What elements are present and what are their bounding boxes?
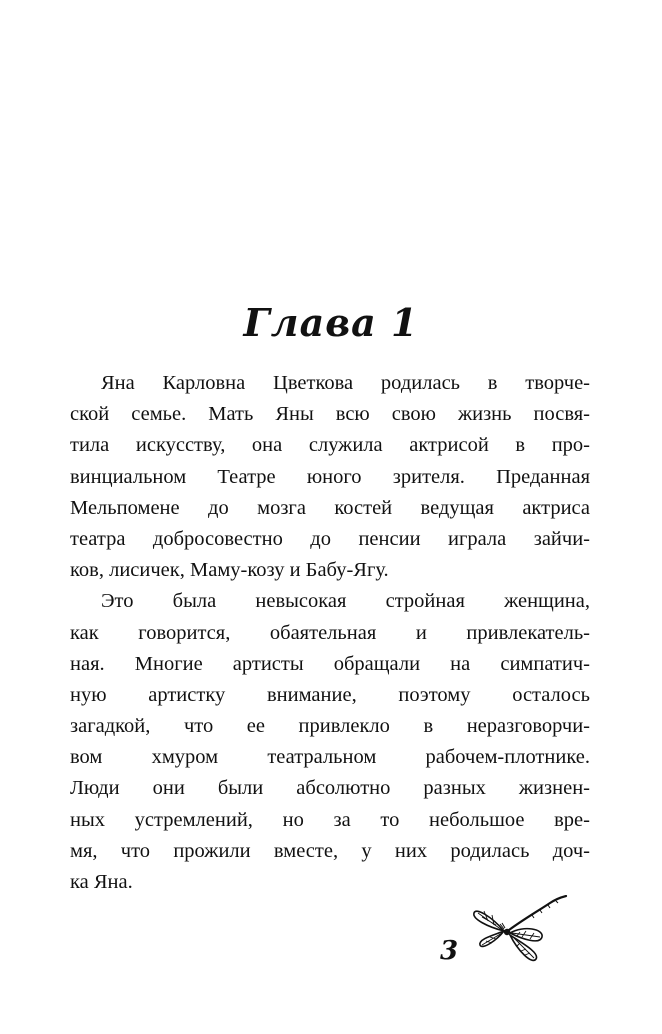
text-line: мя, что прожили вместе, у них родилась доч- xyxy=(70,839,590,862)
text-line: как говорится, обаятельная и привлекатель- xyxy=(70,621,590,644)
paragraph-1 xyxy=(70,368,590,586)
text-line: ка Яна. xyxy=(70,871,133,893)
text-line: загадкой, что ее привлекло в неразговорчи- xyxy=(70,715,590,738)
text-line: тила искусству, она служила актрисой в про- xyxy=(70,434,590,457)
text-line: ных устремлений, но за то небольшое вре- xyxy=(70,808,590,831)
text-line: винциальном Театре юного зрителя. Преданная xyxy=(70,465,590,488)
text-line: ской семье. Мать Яны всю свою жизнь посвя- xyxy=(70,403,590,426)
text-line: Люди они были абсолютно разных жизнен- xyxy=(70,777,590,800)
text-line: Это была невысокая стройная женщина, xyxy=(101,590,590,613)
text-line: Мельпомене до мозга костей ведущая актриса xyxy=(70,496,590,519)
text-line: театра добросовестно до пенсии играла зайчи- xyxy=(70,527,590,550)
text-line: ков, лисичек, Маму-козу и Бабу-Ягу. xyxy=(70,559,389,582)
body-text xyxy=(70,368,590,898)
text-line: Яна Карловна Цветкова родилась в творче- xyxy=(101,372,590,394)
page-number: 3 xyxy=(440,936,459,966)
text-line: вом хмуром театральном рабочем-плотнике. xyxy=(70,746,590,769)
dragonfly-icon xyxy=(470,895,570,975)
text-line: ную артистку внимание, поэтому осталось xyxy=(70,683,590,706)
text-line: ная. Многие артисты обращали на симпатич- xyxy=(70,652,590,675)
chapter-title: Глава 1 xyxy=(243,300,419,345)
paragraph-2 xyxy=(70,586,590,898)
